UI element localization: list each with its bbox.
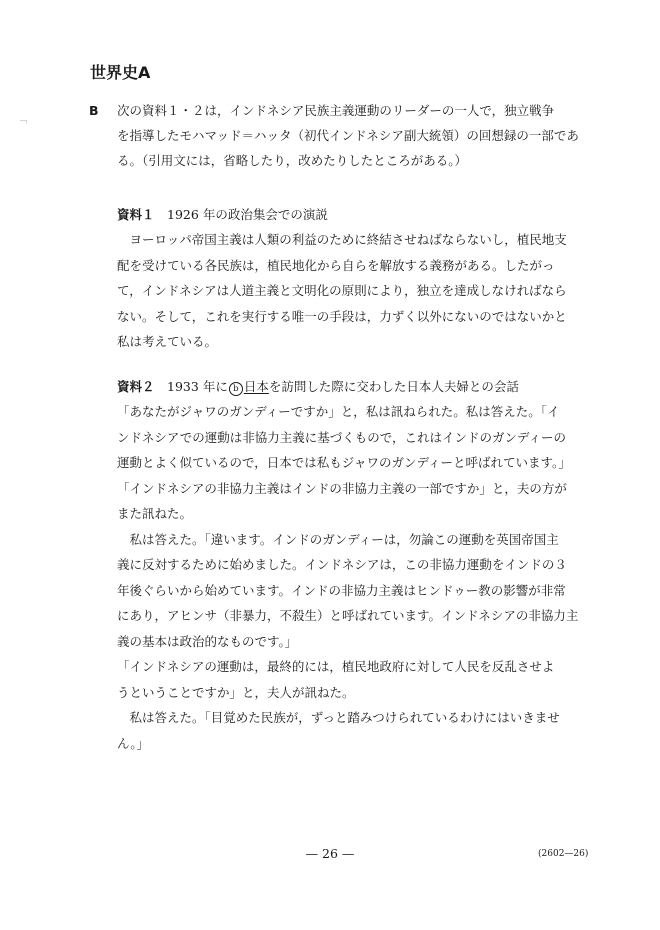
source-2-label: 資料２ [117, 379, 155, 394]
source-1-line: 私は考えている。 [117, 334, 218, 349]
source-2-line: 「あなたがジャワのガンディーですか」と，私は 訊ねられた。私は答えた。「イ [117, 399, 605, 425]
intro-line: る。（引用文には，省略したり，改めたりしたところがある。） [117, 153, 468, 168]
source-2-line: 年後ぐらいから始めています。インドの非協力主義はヒンドゥー教の影響が非常 [117, 582, 566, 598]
source-2-line: ん。」 [117, 735, 150, 751]
source-2-title-before: 1933 年に [167, 379, 228, 394]
source-2 [117, 374, 605, 756]
subject-title: 世界史A [90, 63, 151, 82]
source-2-line: 私は答えた。「違います。インドのガンディーは， 勿論この運動を英国帝国主 [117, 527, 605, 553]
source-1-line: 配を受けている各民族は，植民地化から自らを解放する義務がある。したがっ [117, 257, 555, 273]
source-2-line: 私は答えた。「目覚めた民族が，ずっと踏みつけられているわけにはいきませ [117, 710, 560, 725]
exam-code: (2602—26) [538, 849, 589, 859]
source-2-body [117, 399, 605, 756]
section-label: B [89, 103, 99, 118]
ruby-word: 勿論 [408, 531, 434, 547]
source-1-line: ヨーロッパ帝国主義は人類の利益のために終結させねばならないし，植民地支 [129, 232, 567, 247]
intro-paragraph [89, 98, 605, 173]
faint-mark: ¬ [19, 115, 29, 128]
underlined-term-japan: 日本 [243, 379, 269, 394]
source-1-title: 1926 年の政治集会での演説 [167, 207, 328, 222]
source-1-line: て，インドネシアは人道主義と文明化の原則により，独立を達成しなければなら [117, 283, 567, 298]
source-2-line: 「インドネシアの非協力主義はインドの非協力主義の一部ですか」と，夫の方が [117, 480, 567, 496]
source-1-line: ない。そして，これを実行する唯一の手段は，力ずく以外にないのではないかと [117, 308, 567, 324]
source-2-line: 義に反対するために始めました。インドネシアは，この非協力運動をインドの３ [117, 557, 567, 572]
source-2-line: うということですか」と，夫人が訊ねた。 [117, 684, 355, 700]
page-number: — 26 — [305, 846, 355, 861]
source-2-line: また訊ねた。 [117, 506, 193, 521]
source-1-heading [117, 202, 605, 227]
source-2-line: 運動とよく似ているので，日本では私もジャワのガンディーと呼ばれています。」 [117, 455, 571, 470]
ruby-word: 訊 [390, 404, 404, 419]
source-2-title-after: を訪問した際に交わした日本人夫婦との会話 [268, 379, 519, 394]
source-2-line: 「インドネシアの運動は，最終的には，植民地政府に対して人民を反乱させよ [117, 659, 555, 674]
source-2-line: にあり，アヒンサ（非暴力，不殺生）と呼ばれています。インドネシアの非協力主 [117, 608, 579, 623]
circled-b-marker: b [229, 382, 243, 396]
source-1 [117, 202, 605, 355]
source-2-line: ンドネシアでの運動は非協力主義に基づくもので，これはインドのガンディーの [117, 429, 567, 445]
source-1-body [117, 227, 605, 355]
intro-line: を指導したモハマッド＝ハッタ（初代インドネシア副大統領）の回想録の一部であ [117, 128, 579, 143]
source-2-line: 義の基本は政治的なものです。」 [117, 633, 298, 649]
source-2-heading [117, 374, 605, 399]
source-1-label: 資料１ [117, 207, 155, 222]
intro-line: 次の資料１・２は，インドネシア民族主義運動のリーダーの一人で，独立戦争 [117, 103, 555, 118]
